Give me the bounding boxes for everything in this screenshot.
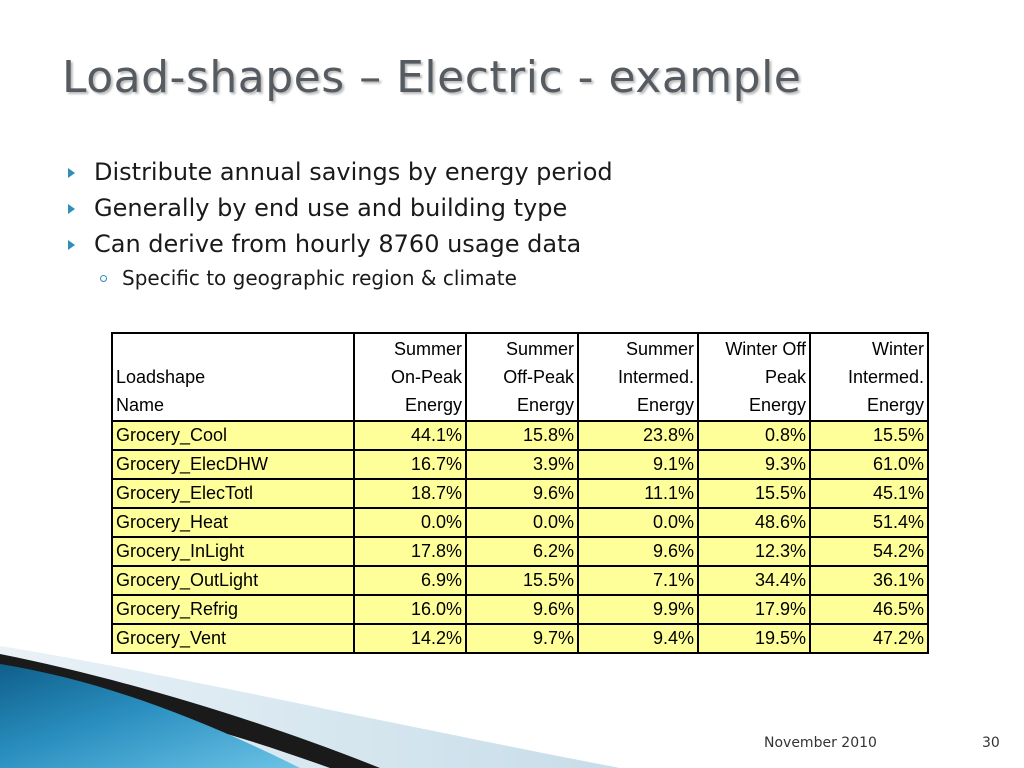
footer-date: November 2010 — [764, 735, 877, 751]
cell-value: 36.1% — [810, 566, 928, 595]
sub-bullet-text: Specific to geographic region & climate — [122, 266, 517, 290]
table-row — [112, 508, 928, 537]
cell-value: 23.8% — [578, 421, 698, 450]
header-line: Winter Off — [725, 339, 806, 359]
cell-value: 46.5% — [810, 595, 928, 624]
triangle-bullet-icon — [68, 204, 75, 214]
cell-loadshape-name: Grocery_Refrig — [112, 595, 354, 624]
decorative-swoosh — [0, 640, 620, 768]
header-line: Energy — [516, 395, 574, 415]
header-line: Energy — [636, 395, 694, 415]
header-line: Summer — [393, 339, 462, 359]
cell-value: 12.3% — [698, 537, 810, 566]
cell-loadshape-name: Grocery_Heat — [112, 508, 354, 537]
cell-value: 51.4% — [810, 508, 928, 537]
header-line: Summer — [505, 339, 574, 359]
table-row — [112, 479, 928, 508]
cell-value: 15.5% — [810, 421, 928, 450]
cell-value: 0.0% — [466, 508, 578, 537]
cell-loadshape-name: Grocery_ElecTotl — [112, 479, 354, 508]
table-row — [112, 566, 928, 595]
header-line: Intermed. — [617, 367, 694, 387]
table-row — [112, 595, 928, 624]
header-line: Name — [116, 395, 165, 415]
bullet-list — [66, 154, 613, 294]
table-header-row — [112, 333, 928, 421]
cell-value: 9.7% — [466, 624, 578, 653]
cell-value: 0.0% — [578, 508, 698, 537]
header-line: Loadshape — [116, 367, 206, 387]
cell-value: 48.6% — [698, 508, 810, 537]
cell-value: 14.2% — [354, 624, 466, 653]
bullet-item — [66, 226, 613, 262]
cell-value: 11.1% — [578, 479, 698, 508]
table-row — [112, 537, 928, 566]
cell-value: 17.8% — [354, 537, 466, 566]
triangle-bullet-icon — [68, 168, 75, 178]
cell-value: 9.6% — [466, 595, 578, 624]
cell-value: 47.2% — [810, 624, 928, 653]
bullet-text: Can derive from hourly 8760 usage data — [94, 230, 582, 258]
header-line: Peak — [764, 367, 806, 387]
cell-loadshape-name: Grocery_InLight — [112, 537, 354, 566]
slide-title: Load-shapes – Electric - example — [62, 52, 802, 103]
header-line: Intermed. — [847, 367, 924, 387]
cell-value: 44.1% — [354, 421, 466, 450]
ring-bullet-icon — [100, 275, 107, 282]
header-line: Summer — [625, 339, 694, 359]
header-winter-intermed — [810, 333, 928, 421]
cell-value: 19.5% — [698, 624, 810, 653]
cell-value: 6.9% — [354, 566, 466, 595]
cell-value: 15.5% — [466, 566, 578, 595]
bullet-text: Distribute annual savings by energy period — [94, 158, 613, 186]
cell-value: 9.6% — [578, 537, 698, 566]
cell-value: 16.0% — [354, 595, 466, 624]
cell-value: 15.5% — [698, 479, 810, 508]
cell-value: 45.1% — [810, 479, 928, 508]
cell-value: 16.7% — [354, 450, 466, 479]
bullet-text: Generally by end use and building type — [94, 194, 568, 222]
cell-value: 9.9% — [578, 595, 698, 624]
cell-loadshape-name: Grocery_Vent — [112, 624, 354, 653]
table-row — [112, 450, 928, 479]
cell-value: 6.2% — [466, 537, 578, 566]
triangle-bullet-icon — [68, 240, 75, 250]
cell-value: 61.0% — [810, 450, 928, 479]
cell-value: 7.1% — [578, 566, 698, 595]
bullet-item — [66, 154, 613, 190]
bullet-item — [66, 190, 613, 226]
header-summer-off-peak — [466, 333, 578, 421]
header-line: Energy — [404, 395, 462, 415]
cell-value: 18.7% — [354, 479, 466, 508]
cell-value: 0.0% — [354, 508, 466, 537]
cell-value: 15.8% — [466, 421, 578, 450]
slide-number: 30 — [982, 735, 1000, 751]
header-summer-intermed — [578, 333, 698, 421]
loadshape-table — [111, 332, 929, 654]
cell-loadshape-name: Grocery_ElecDHW — [112, 450, 354, 479]
header-line: Off-Peak — [503, 367, 574, 387]
cell-loadshape-name: Grocery_OutLight — [112, 566, 354, 595]
header-line: Energy — [866, 395, 924, 415]
cell-loadshape-name: Grocery_Cool — [112, 421, 354, 450]
header-line: On-Peak — [390, 367, 462, 387]
cell-value: 9.4% — [578, 624, 698, 653]
cell-value: 3.9% — [466, 450, 578, 479]
sub-bullet-item — [66, 262, 613, 294]
cell-value: 17.9% — [698, 595, 810, 624]
header-summer-on-peak — [354, 333, 466, 421]
table-row — [112, 421, 928, 450]
header-line: Energy — [748, 395, 806, 415]
header-line: Winter — [871, 339, 924, 359]
cell-value: 9.6% — [466, 479, 578, 508]
header-loadshape-name — [112, 333, 354, 421]
cell-value: 9.1% — [578, 450, 698, 479]
cell-value: 0.8% — [698, 421, 810, 450]
cell-value: 34.4% — [698, 566, 810, 595]
header-winter-off-peak — [698, 333, 810, 421]
cell-value: 54.2% — [810, 537, 928, 566]
cell-value: 9.3% — [698, 450, 810, 479]
